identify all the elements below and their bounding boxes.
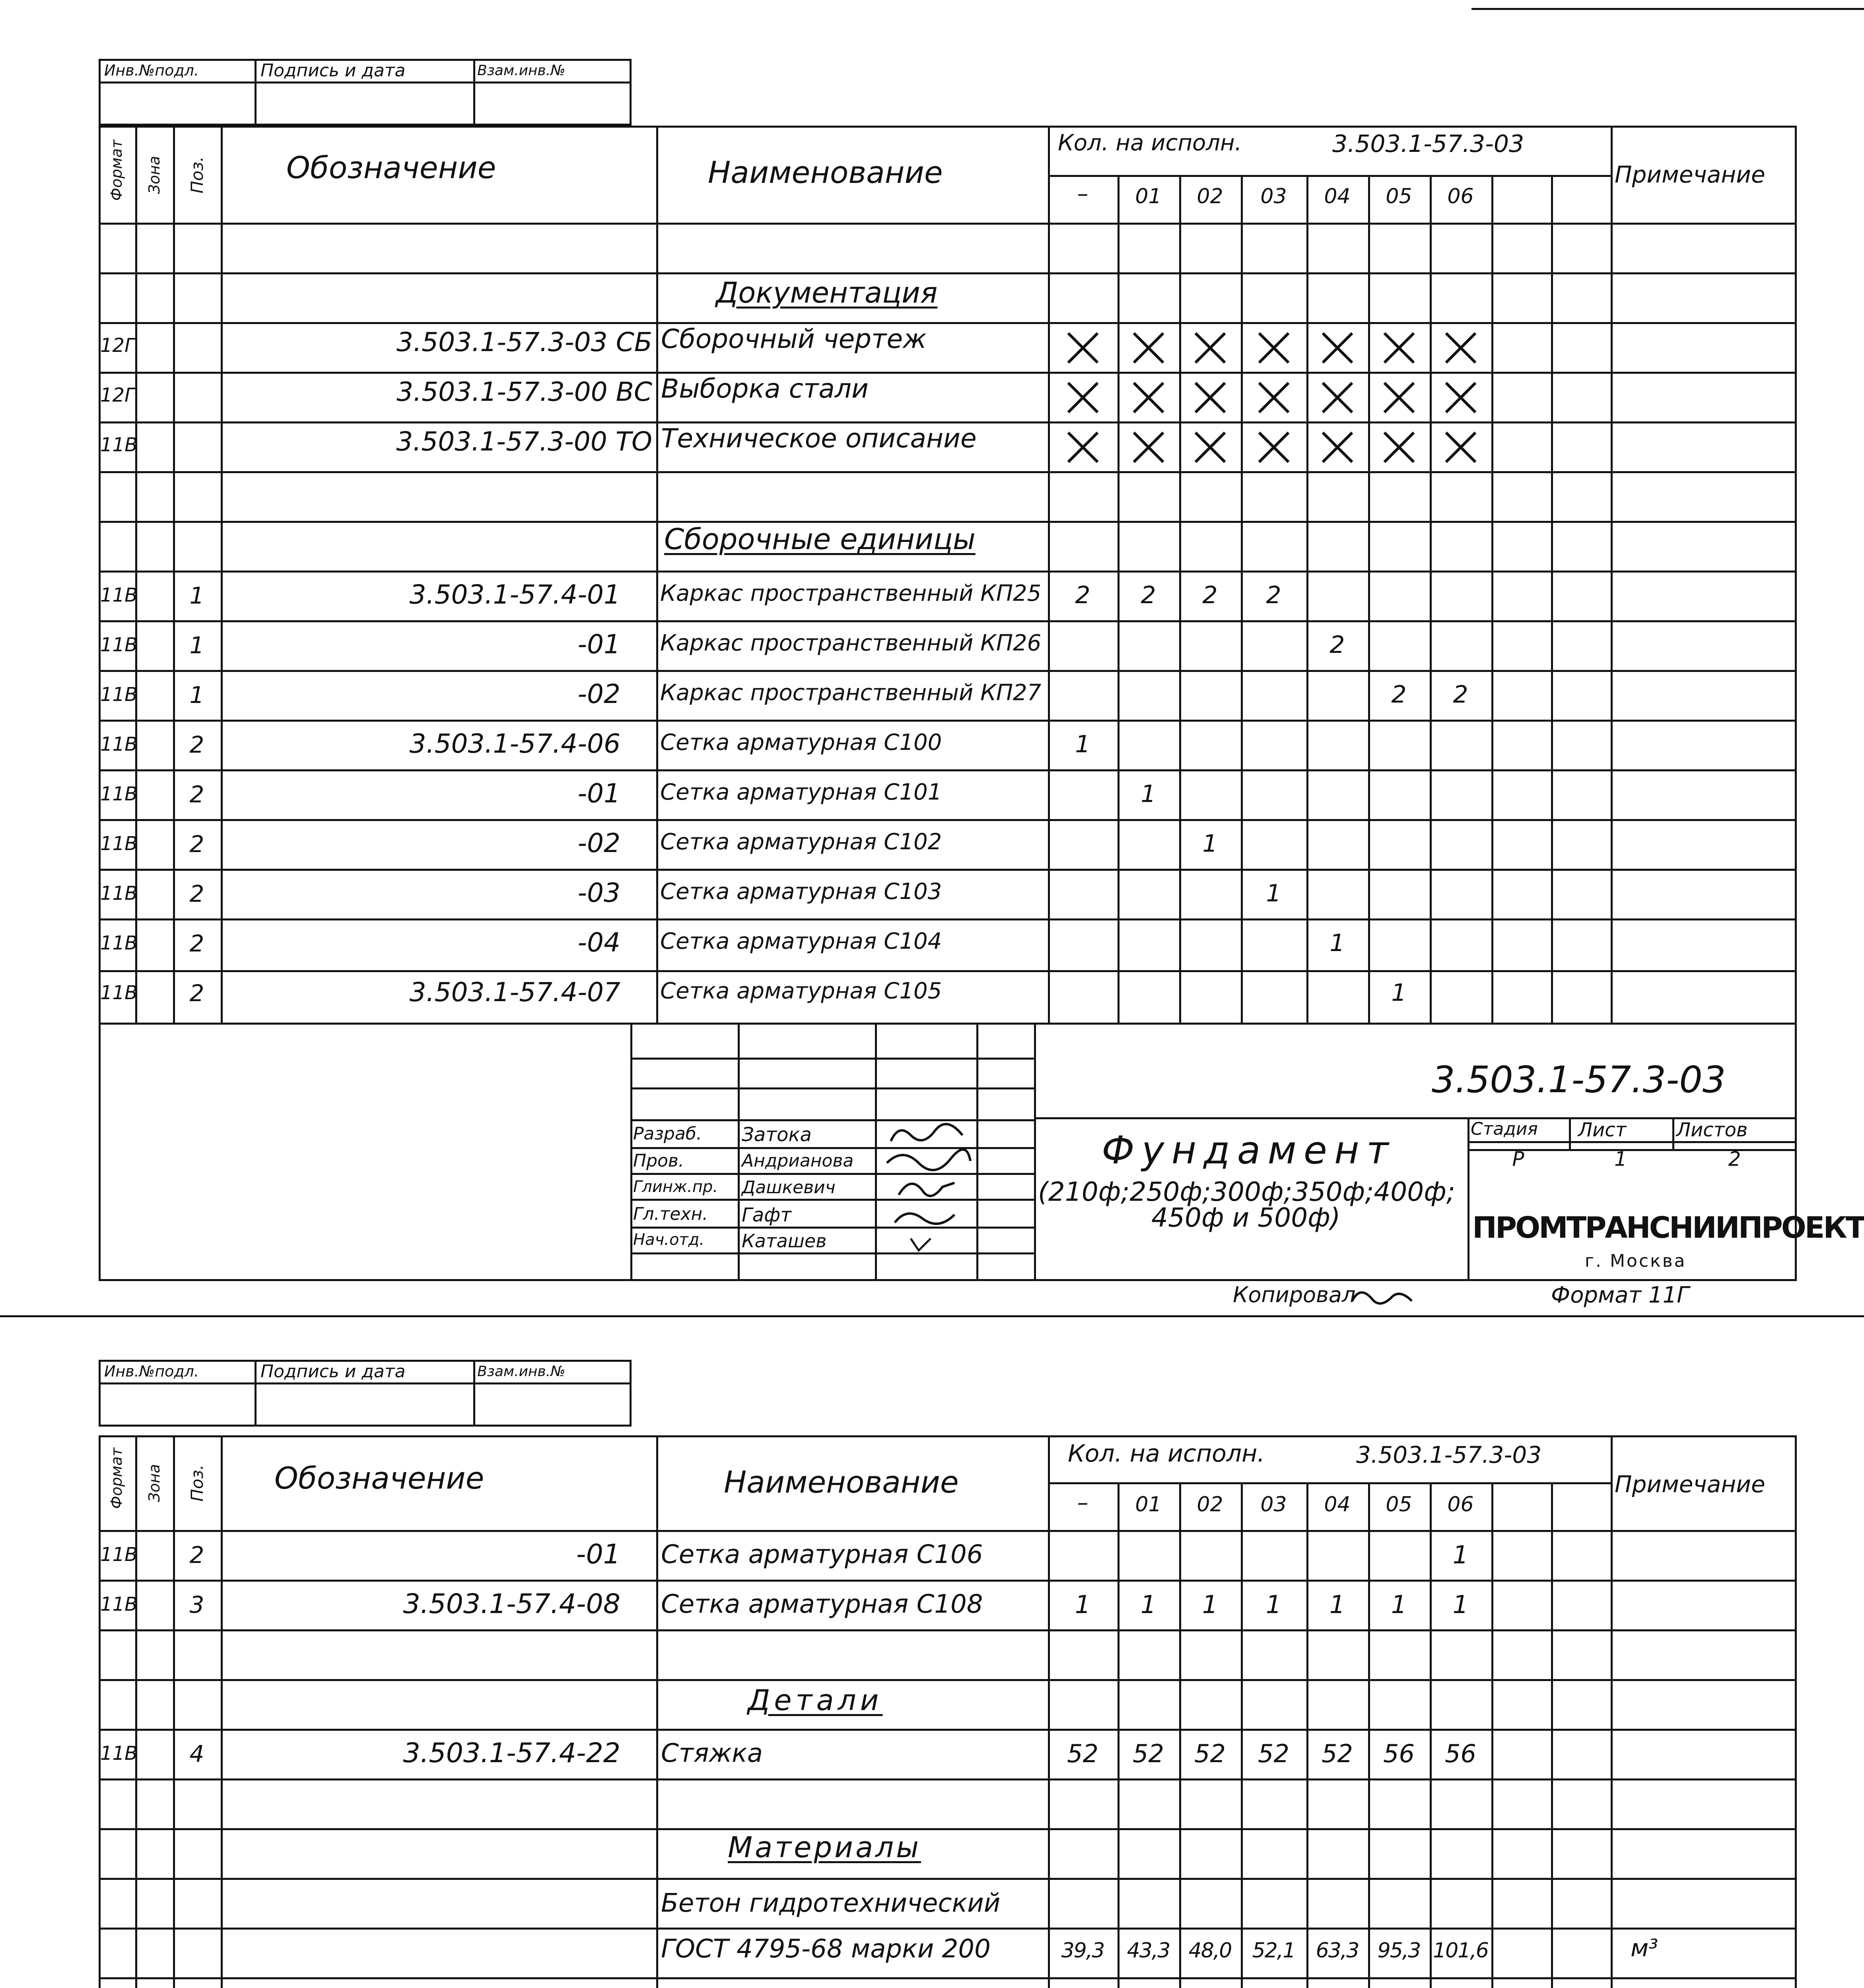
quantity-cell: 95,3 <box>1377 1939 1421 1963</box>
copied-by-label: Копировал <box>1233 1282 1356 1307</box>
x-mark <box>1444 430 1478 464</box>
tb-org-logo: ПРОМТРАНСНИИПРОЕКТ <box>1472 1211 1864 1245</box>
header-zona: Зона <box>146 156 163 194</box>
x-mark <box>1193 331 1227 365</box>
quantity-cell: 43,3 <box>1127 1939 1170 1963</box>
header2-col-6: 06 <box>1447 1493 1474 1516</box>
quantity-cell: 101,6 <box>1433 1939 1488 1963</box>
tb-name: Дашкевич <box>742 1177 836 1198</box>
quantity-cell: 39,3 <box>1061 1939 1104 1963</box>
tb-subtitle-1: (210ф;250ф;300ф;350ф;400ф; <box>1038 1176 1455 1207</box>
x-mark <box>1193 381 1227 415</box>
x-mark <box>1320 381 1355 415</box>
tb-role: Нач.отд. <box>633 1231 705 1249</box>
header2-zona: Зона <box>146 1464 163 1502</box>
signatures <box>875 1119 976 1254</box>
quantity-cell: 1 <box>1141 780 1156 808</box>
header-col-4: 04 <box>1324 184 1351 208</box>
quantity-cell: 1 <box>1391 979 1407 1007</box>
tb-role: Глинж.пр. <box>633 1178 718 1196</box>
section-documentation: Документация <box>716 276 938 309</box>
header-code: 3.503.1-57.3-03 <box>1332 130 1524 158</box>
tb-name: Андрианова <box>742 1151 854 1171</box>
tb-role: Гл.техн. <box>633 1204 708 1224</box>
header2-col-2: 02 <box>1197 1493 1223 1516</box>
header2-col-3: 03 <box>1260 1493 1287 1516</box>
tb-subtitle-2: 450ф и 500ф) <box>1151 1202 1341 1233</box>
quantity-cell: 2 <box>1202 581 1218 609</box>
stamp2-vzam-inv: Взам.инв.№ <box>477 1363 566 1380</box>
quantity-cell: 56 <box>1383 1739 1415 1768</box>
x-mark <box>1193 430 1227 464</box>
header-col-5: 05 <box>1386 184 1412 208</box>
x-mark <box>1382 381 1416 415</box>
tb-name: Каташев <box>742 1230 827 1252</box>
header-col-1: 01 <box>1135 184 1162 208</box>
tb-name: Гафт <box>742 1204 792 1226</box>
quantity-cell: 1 <box>1391 1590 1407 1619</box>
quantity-cell: 1 <box>1266 879 1281 907</box>
header2-format: Формат <box>108 1447 125 1509</box>
header-oboznachenie: Обозначение <box>286 150 496 185</box>
quantity-cell: 52 <box>1322 1739 1353 1768</box>
quantity-cell: 1 <box>1329 1590 1345 1619</box>
header-kol: Кол. на исполн. <box>1058 130 1242 156</box>
header2-code: 3.503.1-57.3-03 <box>1356 1441 1542 1468</box>
tb-list-label: Лист <box>1578 1119 1627 1141</box>
quantity-cell: 56 <box>1445 1739 1476 1768</box>
header2-col-4: 04 <box>1324 1493 1351 1516</box>
quantity-cell: 52 <box>1133 1739 1164 1768</box>
sheet-separator <box>0 1315 1864 1317</box>
quantity-cell: 1 <box>1202 830 1218 858</box>
stamp2-inv-podl: Инв.№подл. <box>104 1363 199 1380</box>
header-naimenovanie: Наименование <box>708 155 943 190</box>
quantity-cell: 2 <box>1141 581 1156 609</box>
quantity-cell: 2 <box>1391 681 1407 709</box>
tb-code: 3.503.1-57.3-03 <box>1432 1058 1726 1101</box>
header2-oboznachenie: Обозначение <box>274 1460 484 1496</box>
top-edge-line <box>1471 8 1864 10</box>
quantity-cell: 1 <box>1329 929 1345 957</box>
header-col-2: 02 <box>1197 184 1223 208</box>
x-mark <box>1444 381 1478 415</box>
quantity-cell: 52 <box>1258 1739 1289 1768</box>
materials-unit: м³ <box>1631 1934 1658 1962</box>
section-details: Детали <box>748 1683 883 1717</box>
quantity-cell: 63,3 <box>1316 1939 1359 1963</box>
quantity-cell: 1 <box>1075 1590 1091 1619</box>
tb-role: Разраб. <box>633 1124 702 1144</box>
tb-listov-label: Листов <box>1676 1119 1748 1141</box>
header2-col-5: 05 <box>1386 1493 1412 1516</box>
quantity-cell: 1 <box>1202 1590 1218 1619</box>
header2-primechanie: Примечание <box>1615 1471 1765 1498</box>
tb-name: Затока <box>742 1124 812 1146</box>
quantity-cell: 2 <box>1329 631 1345 659</box>
quantity-cell: 1 <box>1452 1540 1469 1569</box>
quantity-cell: 52,1 <box>1252 1939 1295 1963</box>
x-mark <box>1066 381 1100 415</box>
x-mark <box>1131 331 1166 365</box>
header2-col-1: 01 <box>1135 1493 1162 1516</box>
quantity-cell: 2 <box>1453 681 1468 709</box>
x-mark <box>1320 430 1355 464</box>
header-format: Формат <box>108 139 125 201</box>
section-materials: Материалы <box>728 1831 921 1864</box>
section-assembly-units: Сборочные единицы <box>664 522 976 556</box>
tb-list: 1 <box>1614 1147 1627 1171</box>
quantity-cell: 1 <box>1452 1590 1469 1619</box>
x-mark <box>1257 430 1291 464</box>
tb-stadia: Р <box>1512 1147 1524 1171</box>
header2-naimenovanie: Наименование <box>724 1464 959 1500</box>
x-mark <box>1066 331 1100 365</box>
x-mark <box>1131 381 1166 415</box>
quantity-cell: 48,0 <box>1188 1939 1232 1963</box>
copier-signature <box>1348 1281 1416 1313</box>
header-col-3: 03 <box>1260 184 1287 208</box>
quantity-cell: 1 <box>1075 730 1090 758</box>
header-col-0: – <box>1077 181 1088 207</box>
stamp-podpis-data: Подпись и дата <box>260 60 406 81</box>
materials-line-1: Бетон гидротехнический <box>661 1889 1001 1918</box>
quantity-cell: 1 <box>1140 1590 1156 1619</box>
header-poz: Поз. <box>187 156 207 194</box>
x-mark <box>1257 331 1291 365</box>
quantity-cell: 1 <box>1265 1590 1282 1619</box>
stamp-vzam-inv: Взам.инв.№ <box>477 62 566 79</box>
materials-line-2: ГОСТ 4795-68 марки 200 <box>661 1934 991 1964</box>
x-mark <box>1320 331 1355 365</box>
x-mark <box>1444 331 1478 365</box>
quantity-cell: 2 <box>1266 581 1281 609</box>
x-mark <box>1382 430 1416 464</box>
header-primechanie: Примечание <box>1615 161 1765 188</box>
quantity-cell: 52 <box>1067 1739 1098 1768</box>
header-col-6: 06 <box>1447 184 1474 208</box>
x-mark <box>1066 430 1100 464</box>
x-mark <box>1257 381 1291 415</box>
tb-role: Пров. <box>633 1151 684 1171</box>
tb-stadia-label: Стадия <box>1471 1119 1538 1139</box>
tb-title: Фундамент <box>1102 1128 1396 1173</box>
quantity-cell: 52 <box>1194 1739 1226 1768</box>
quantity-cell: 2 <box>1075 581 1090 609</box>
header2-poz: Поз. <box>187 1464 207 1502</box>
tb-listov: 2 <box>1728 1147 1741 1171</box>
format-label: Формат 11Г <box>1551 1282 1689 1308</box>
stamp2-podpis-data: Подпись и дата <box>260 1361 406 1382</box>
x-mark <box>1131 430 1166 464</box>
header2-col-0: – <box>1077 1490 1088 1516</box>
header2-kol: Кол. на исполн. <box>1068 1440 1265 1468</box>
x-mark <box>1382 331 1416 365</box>
stamp-inv-podl: Инв.№подл. <box>104 62 199 79</box>
tb-city: г. Москва <box>1585 1251 1687 1271</box>
